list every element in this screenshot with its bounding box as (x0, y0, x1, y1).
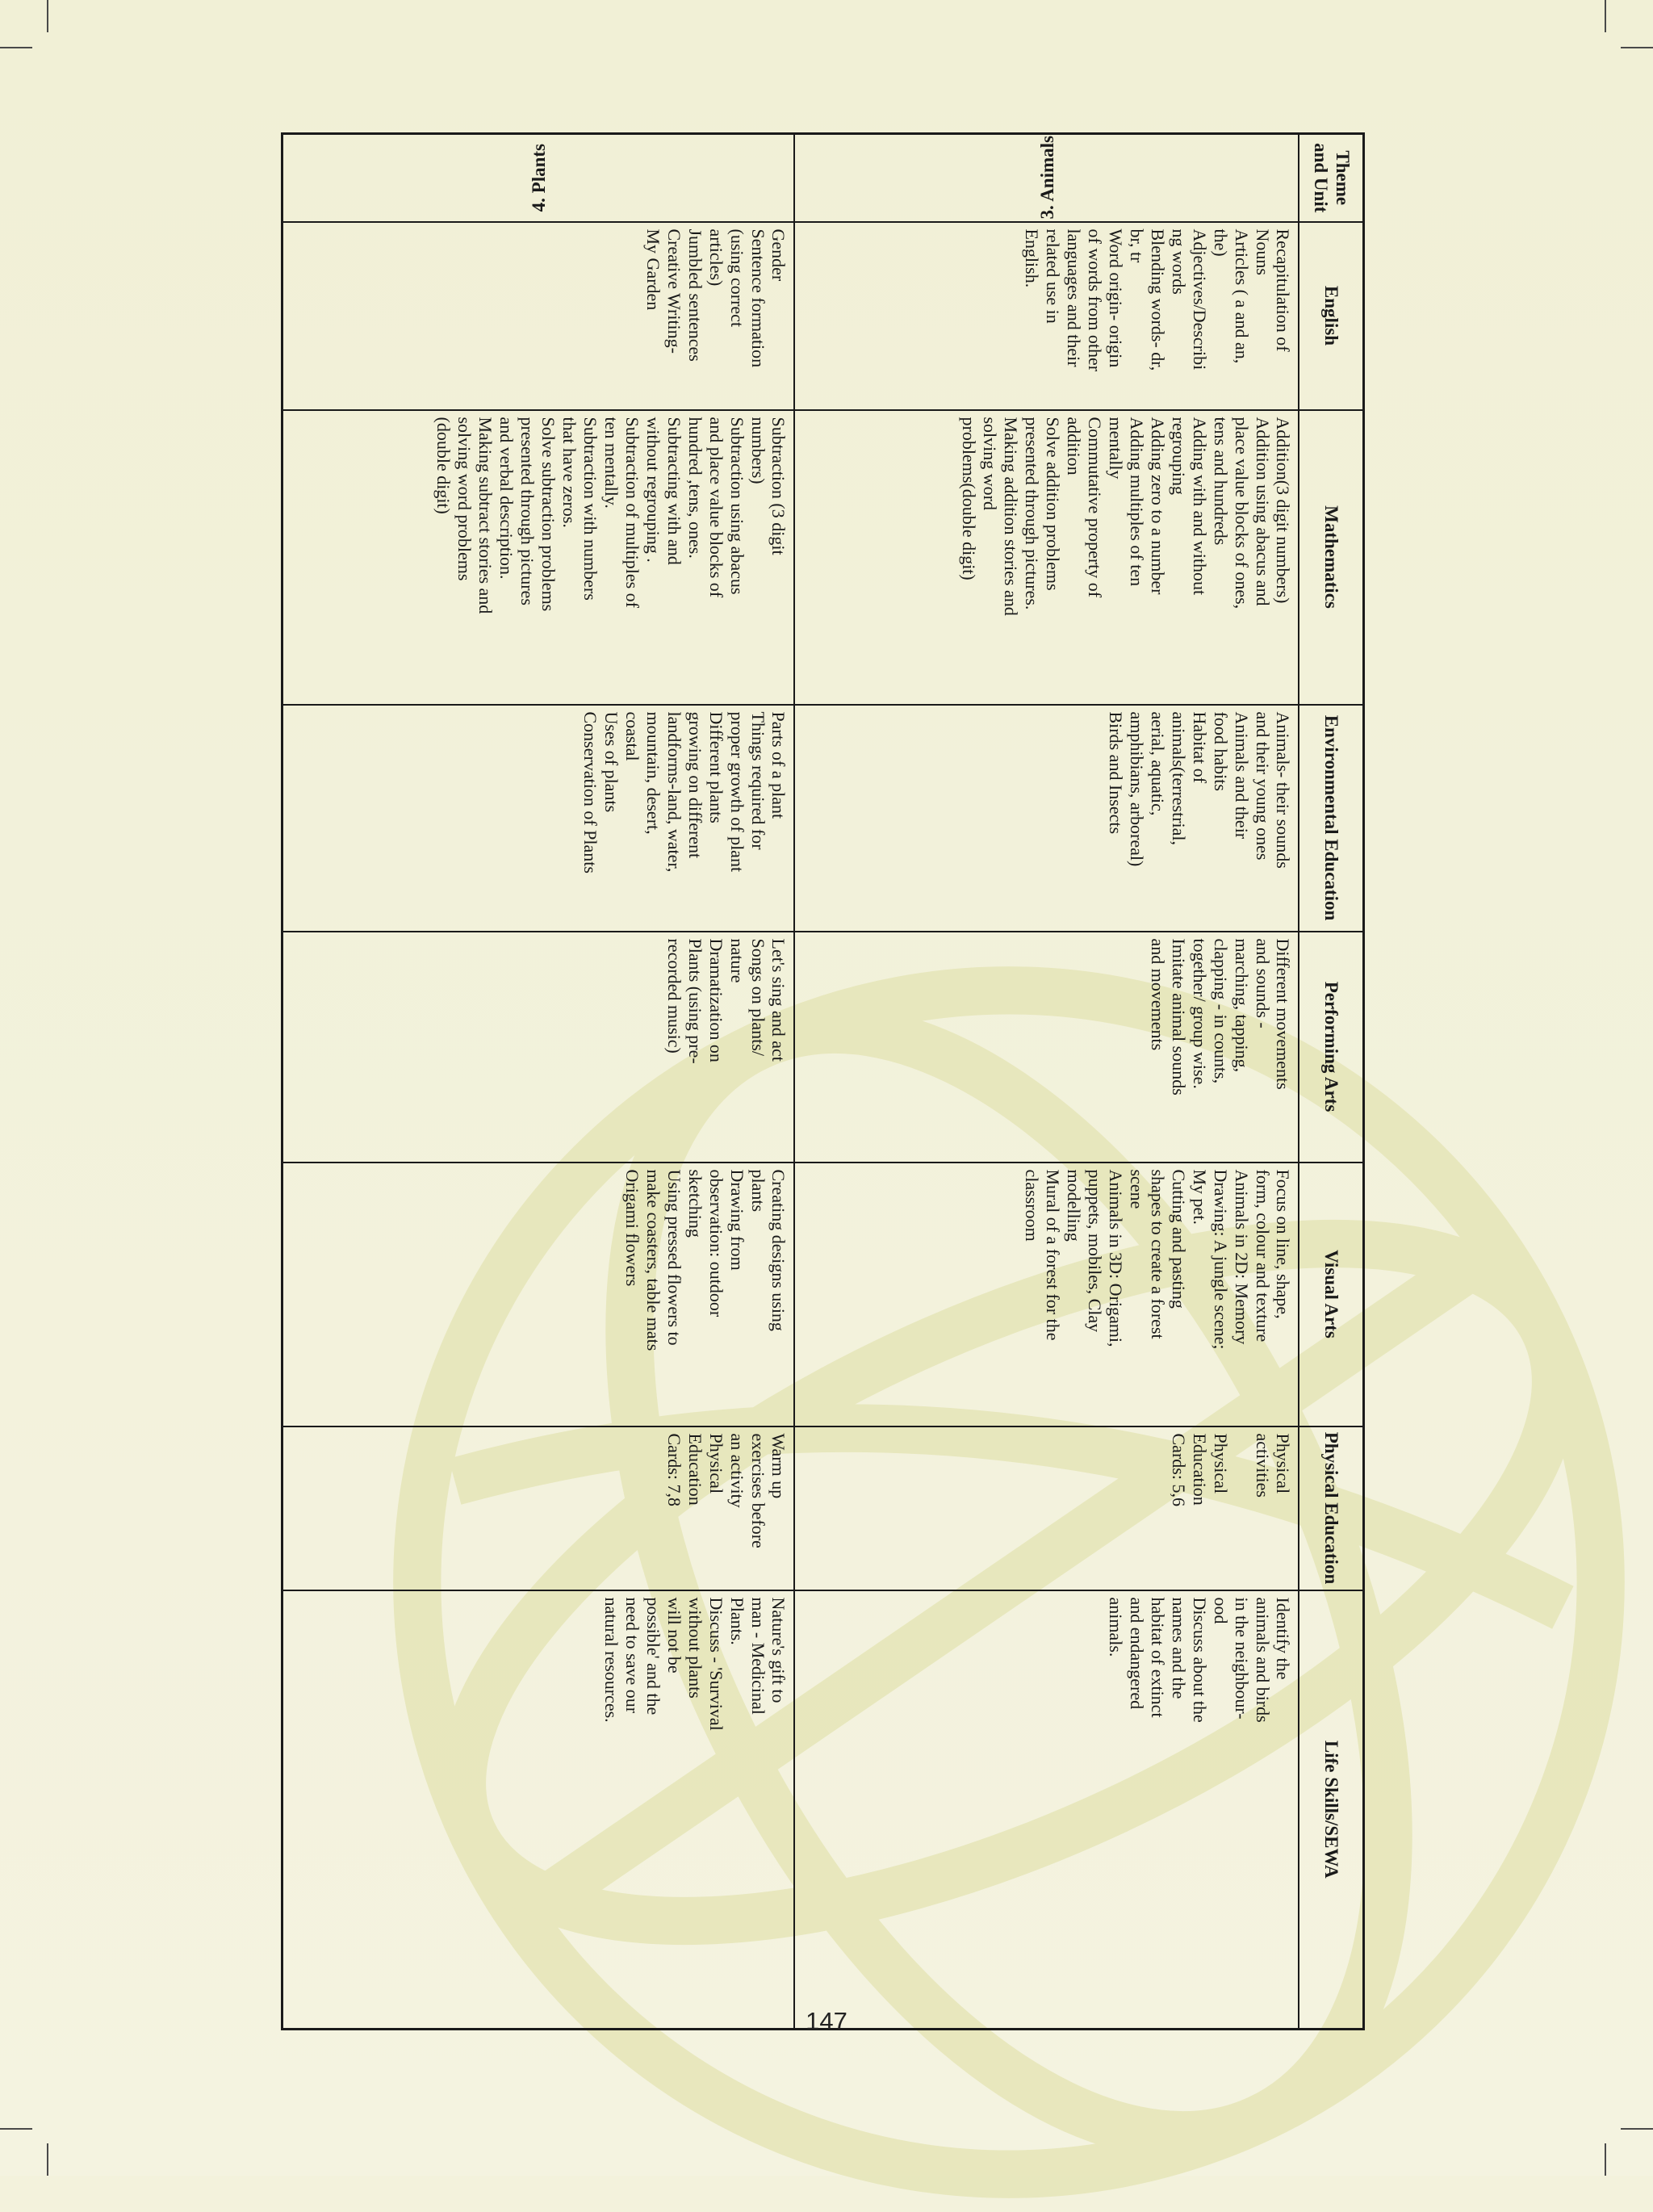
cell-text-line: Plants. (726, 1597, 747, 1645)
cell-text-line: Creating designs using (768, 1169, 789, 1331)
cell-text-line: Making addition stories and (1001, 417, 1022, 616)
cell-text-line: Adjectives/Describi (1189, 228, 1210, 371)
crop-mark-left-bottom (0, 2128, 32, 2130)
cell-text-line: Animals in 3D: Origami, (1105, 1169, 1126, 1347)
cell-text-line: Subtracting with and (663, 417, 684, 565)
header-english: English (1299, 222, 1364, 410)
cell-text-line: possible' and the (642, 1597, 663, 1716)
cell-text-line: recorded music) (663, 938, 684, 1054)
cell-text-line: Solve subtraction problems (538, 417, 559, 612)
life-skills-cell (282, 1590, 795, 2030)
cell-text-line: need to save our (621, 1597, 642, 1714)
visual-arts-cell (282, 1163, 795, 1426)
cell-text-line: coastal (621, 711, 642, 761)
cell-text-line: br, tr (1126, 228, 1147, 263)
cell-text-line: names and the (1168, 1597, 1189, 1699)
cell-text-line: and sounds - (1252, 938, 1273, 1028)
cell-text-line: Physical (705, 1433, 726, 1494)
cell-text-line: Origami flowers (621, 1169, 642, 1287)
cell-text-line: scene (1126, 1169, 1147, 1209)
header-physical-education: Physical Education (1299, 1426, 1364, 1590)
cell-text-line (1231, 1434, 1252, 1583)
cell-text-line: Addition using abacus and (1252, 417, 1273, 606)
cell-text-line: clapping - in counts, (1210, 938, 1231, 1084)
cell-text-line: shapes to create a forest (1147, 1169, 1168, 1339)
cell-text-line: Jumbled sentences (684, 228, 705, 362)
cell-text-line: nature (726, 938, 747, 983)
cell-text-line: Sentence formation (747, 228, 768, 368)
cell-text-line: languages and their (1063, 228, 1084, 367)
cell-text-line: mountain, desert, (642, 711, 663, 835)
cell-text-line: amphibians, arboreal) (1126, 711, 1147, 867)
cell-text-line: presented through pictures. (1022, 417, 1043, 610)
crop-mark-right-top (1621, 47, 1653, 48)
cell-text-line: make coasters, table mats (642, 1169, 663, 1351)
cell-text-line: Habitat of (1189, 711, 1210, 784)
cell-text-line: Discuss about the (1189, 1597, 1210, 1723)
cell-text-line: sketching (684, 1169, 705, 1238)
theme-cell (282, 134, 795, 222)
cell-text-line: plants (747, 1169, 768, 1213)
crop-mark-top-left (47, 0, 48, 32)
crop-mark-bottom-left (47, 2143, 48, 2176)
cell-text-line: Discuss - 'Survival (705, 1597, 726, 1731)
cell-text-line: Songs on plants/ (747, 938, 768, 1056)
cell-text-line: marching, tapping, (1231, 938, 1252, 1073)
theme-cell (795, 134, 1299, 222)
cell-text-line: Different plants (705, 711, 726, 823)
performing-arts-cell (282, 932, 795, 1163)
cell-text-line: animals(terrestrial, (1168, 711, 1189, 846)
cell-text-line: Plants (using pre- (684, 938, 705, 1064)
cell-text-line: Articles ( a and an, (1231, 228, 1252, 364)
life-skills-cell (795, 1590, 1299, 2030)
header-theme-unit: Theme and Unit (1299, 134, 1364, 222)
page-number: 147 (806, 2007, 847, 2035)
cell-text-line: related use in (1043, 228, 1064, 324)
cell-text-line: food habits (1210, 711, 1231, 791)
cell-text-line: place value blocks of ones, (1231, 417, 1252, 610)
cell-text-line: together/ group wise. (1189, 938, 1210, 1089)
cell-text-line: Physical (1273, 1433, 1294, 1494)
theme-label: 4. Plants (528, 144, 549, 212)
table-row (282, 134, 795, 2030)
cell-text-line: Gender (768, 228, 789, 282)
cell-text-line: aerial, aquatic, (1147, 711, 1168, 816)
cell-text-line: Blending words- dr, (1147, 228, 1168, 371)
cell-text-line: Subtraction with numbers (580, 417, 601, 601)
theme-label: 3. Animals (1036, 136, 1057, 220)
cell-text-line: and verbal description. (496, 417, 517, 580)
cell-text-line: mentally (1105, 417, 1126, 480)
cell-text-line: Birds and Insects (1105, 711, 1126, 835)
cell-text-line: Using pressed flowers to (663, 1169, 684, 1346)
cell-text-line: Parts of a plant (768, 711, 789, 819)
cell-text-line: without regrouping . (642, 417, 663, 563)
visual-arts-cell (795, 1163, 1299, 1426)
cell-text-line: observation: outdoor (705, 1169, 726, 1318)
cell-text-line: articles) (705, 228, 726, 287)
crop-mark-bottom-right (1605, 2143, 1606, 2176)
cell-text-line: Adding multiples of ten (1126, 417, 1147, 587)
cell-text-line: Let's sing and act (768, 938, 789, 1062)
mathematics-cell (282, 410, 795, 705)
cell-text-line: landforms-land, water, (663, 711, 684, 873)
header-life-skills: Life Skills/SEWA (1299, 1590, 1364, 2030)
cell-text-line: Cutting and pasting (1168, 1169, 1189, 1309)
cell-text-line: Recapitulation of (1273, 228, 1294, 352)
english-cell (282, 222, 795, 410)
cell-text-line: Nouns (1252, 228, 1273, 275)
cell-text-line: classroom (1022, 1169, 1043, 1242)
table-header-row (1299, 134, 1364, 2030)
cell-text-line: English. (1022, 228, 1043, 288)
cell-text-line: Commutative property of (1084, 417, 1105, 598)
cell-text-line: Conservation of Plants (580, 711, 601, 873)
cell-text-line: Creative Writing- (663, 228, 684, 354)
cell-text-line: activities (1252, 1433, 1273, 1498)
cell-text-line: habitat of extinct (1147, 1597, 1168, 1718)
cell-text-line: My Garden (642, 228, 663, 311)
cell-text-line: Addition(3 digit numbers) (1273, 417, 1294, 604)
cell-text-line: Physical (1210, 1433, 1231, 1494)
table-row (795, 134, 1299, 2030)
cell-text-line: modelling (1063, 1169, 1084, 1242)
crop-mark-top-right (1605, 0, 1606, 32)
cell-text-line: proper growth of plant (726, 711, 747, 873)
english-cell (795, 222, 1299, 410)
cell-text-line: in the neighbour- (1231, 1597, 1252, 1720)
header-visual-arts: Visual Arts (1299, 1163, 1364, 1426)
cell-text-line: regrouping (1168, 417, 1189, 496)
cell-text-line: growing on different (684, 711, 705, 859)
cell-text-line: Imitate animal sounds (1168, 938, 1189, 1096)
header-performing-arts: Performing Arts (1299, 932, 1364, 1163)
cell-text-line: form, colour and texture (1252, 1169, 1273, 1343)
cell-text-line: Education (1189, 1433, 1210, 1506)
cell-text-line: (double digit) (433, 417, 454, 514)
physical-education-cell (282, 1426, 795, 1590)
cell-text-line: natural resources. (601, 1597, 621, 1723)
cell-text-line: numbers) (747, 417, 768, 484)
cell-text-line: of words from other (1084, 228, 1105, 372)
cell-text-line: ood (1210, 1597, 1231, 1624)
header-mathematics: Mathematics (1299, 410, 1364, 705)
cell-text-line: tens and hundreds (1210, 417, 1231, 546)
cell-text-line: Cards: 7,8 (663, 1433, 684, 1506)
cell-text-line: ten mentally. (601, 417, 621, 509)
cell-text-line: Subtraction (3 digit (768, 417, 789, 555)
cell-text-line: Adding with and without (1189, 417, 1210, 596)
cell-text-line: Word origin- origin (1105, 228, 1126, 368)
cell-text-line: solving word (980, 417, 1001, 510)
cell-text-line: animals. (1105, 1597, 1126, 1657)
cell-text-line: without plants (684, 1597, 705, 1699)
cell-text-line: problems(double digit) (959, 417, 980, 580)
cell-text-line: Different movements (1273, 938, 1294, 1090)
cell-text-line: an activity (726, 1433, 747, 1508)
cell-text-line: that have zeros. (559, 417, 580, 528)
environmental-cell (795, 705, 1299, 932)
cell-text-line: Adding zero to a number (1147, 417, 1168, 595)
cell-text-line: Education (684, 1433, 705, 1506)
cell-text-line: Making subtract stories and (475, 417, 496, 614)
cell-text-line: addition (1063, 417, 1084, 475)
cell-text-line: Drawing from (726, 1169, 747, 1271)
cell-text-line: solving word problems (454, 417, 475, 581)
cell-text-line: My pet. (1189, 1169, 1210, 1225)
cell-text-line: presented through pictures (517, 417, 538, 605)
cell-text-line: will not be (663, 1597, 684, 1674)
crop-mark-left-top (0, 47, 32, 48)
cell-text-line: Cards: 5,6 (1168, 1433, 1189, 1506)
cell-text-line: Dramatization on (705, 938, 726, 1062)
curriculum-table-container (283, 132, 1365, 2028)
environmental-cell (282, 705, 795, 932)
cell-text-line: and their young ones (1252, 711, 1273, 861)
cell-text-line: animals and birds (1252, 1597, 1273, 1723)
cell-text-line: man - Medicinal (747, 1597, 768, 1715)
cell-text-line: ng words (1168, 228, 1189, 295)
cell-text-line: Identify the (1273, 1597, 1294, 1680)
cell-text-line: and place value blocks of (705, 417, 726, 598)
cell-text-line: exercises before (747, 1433, 768, 1548)
cell-text-line: the) (1210, 228, 1231, 257)
cell-text-line: Animals in 2D: Memory (1231, 1169, 1252, 1345)
cell-text-line: (using correct (726, 228, 747, 328)
cell-text-line: Animals- their sounds (1273, 711, 1294, 869)
cell-text-line: Things required for (747, 711, 768, 850)
cell-text-line: Nature's gift to (768, 1597, 789, 1703)
header-environmental-education: Environmental Education (1299, 705, 1364, 932)
cell-text-line: hundred ,tens, ones. (684, 417, 705, 559)
cell-text-line: Uses of plants (601, 711, 621, 813)
cell-text-line: Drawing: A jungle scene; (1210, 1169, 1231, 1350)
performing-arts-cell (795, 932, 1299, 1163)
cell-text-line: Subtraction using abacus (726, 417, 747, 595)
cell-text-line: Solve addition problems (1043, 417, 1064, 591)
cell-text-line: Focus on line, shape, (1273, 1169, 1294, 1319)
cell-text-line: and endangered (1126, 1597, 1147, 1710)
curriculum-table (281, 132, 1365, 2030)
cell-text-line: Subtraction of multiples of (621, 417, 642, 608)
cell-text-line: Warm up (768, 1433, 789, 1499)
cell-text-line: puppets, mobiles, Clay (1084, 1169, 1105, 1333)
physical-education-cell (795, 1426, 1299, 1590)
cell-text-line: Mural of a forest for the (1043, 1169, 1064, 1341)
mathematics-cell (795, 410, 1299, 705)
cell-text-line: Animals and their (1231, 711, 1252, 840)
crop-mark-right-bottom (1621, 2128, 1653, 2130)
cell-text-line: and movements (1147, 938, 1168, 1051)
